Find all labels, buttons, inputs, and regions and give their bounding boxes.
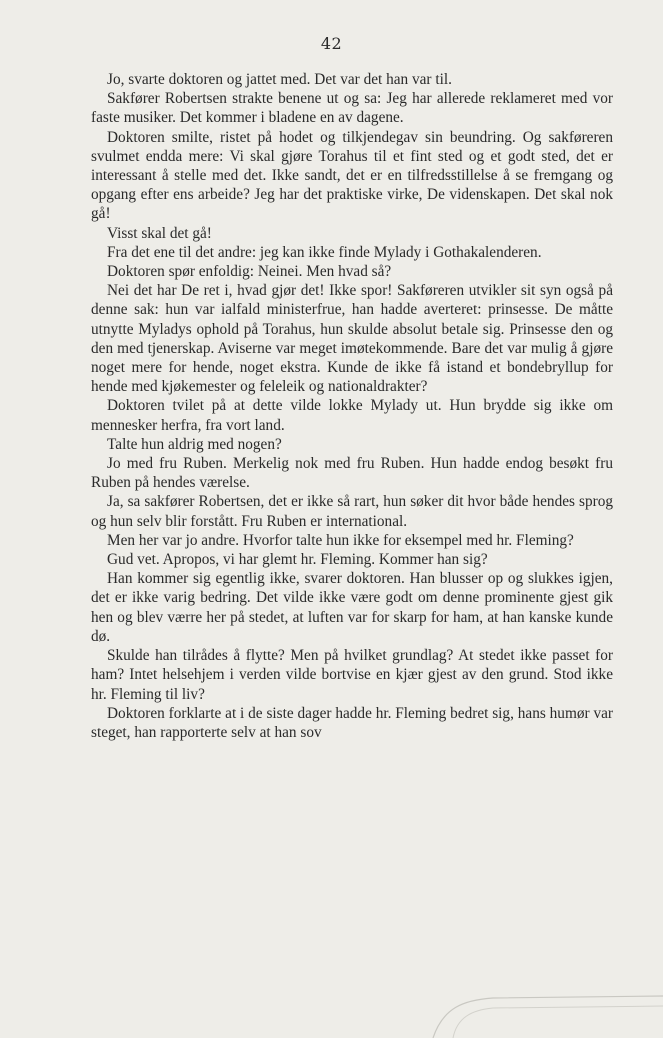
- paragraph: Visst skal det gå!: [107, 224, 212, 242]
- paragraph: Doktoren spør enfoldig: Neinei. Men hvad så?: [107, 263, 392, 281]
- page-number: 42: [320, 34, 343, 53]
- paragraph: Skulde han tilrådes å flytte? Men på hvilket grundlag? At stedet ikke passet for ham? Intet helsehjem i verden vilde bortvise en kjær gjest av den grund. Stod ikke hr. Fleming til liv?: [91, 647, 613, 703]
- body-text: [91, 70, 613, 742]
- paragraph: Doktoren smilte, ristet på hodet og tilkjendegav sin beundring. Og sakføreren svulmet endda mere: Vi skal gjøre Torahus til et fint sted og et godt sted, det er interessant å stelle med det. Ikke sandt, det er en tilfredsstillelse å se fremgang og opgang efter ens arbeide? Jeg har det praktiske virke, De videnskapen. Det skal nok gå!: [91, 128, 613, 223]
- paragraph: Nei det har De ret i, hvad gjør det! Ikke spor! Sakføreren utvikler sit syn også på denne sak: hun var ialfald ministerfrue, han hadde averteret: prinsesse. De måtte utnytte Myladys ophold på Torahus, hun skulde absolut betale sig. Prinsesse den og den med tjenerskap. Aviserne var meget imøtekommende. Bare det var mulig å gjøre noget mere for hende, noget ekstra. Kunde de ikke få istand et bondebryllup for hende med kjøkemester og feleleik og nationaldrakter?: [91, 282, 613, 396]
- paragraph: Jo med fru Ruben. Merkelig nok med fru Ruben. Hun hadde endog besøkt fru Ruben på hendes værelse.: [91, 455, 613, 492]
- paragraph: Doktoren forklarte at i de siste dager hadde hr. Fleming bedret sig, hans humør var steget, han rapporterte selv at han sov: [91, 704, 613, 741]
- paragraph: Han kommer sig egentlig ikke, svarer doktoren. Han blusser op og slukkes igjen, det er ikke varig bedring. Det vilde ikke være godt om denne prominente gjest gik hen og blev værre her på stedet, at luften var for skarp for ham, at han kanske kunde dø.: [91, 570, 613, 645]
- paragraph: Men her var jo andre. Hvorfor talte hun ikke for eksempel med hr. Fleming?: [107, 531, 574, 549]
- paragraph: Gud vet. Apropos, vi har glemt hr. Fleming. Kommer han sig?: [107, 551, 488, 569]
- paragraph: Jo, svarte doktoren og jattet med. Det var det han var til.: [107, 71, 452, 88]
- paragraph: Fra det ene til det andre: jeg kan ikke finde Mylady i Gothakalenderen.: [107, 243, 542, 261]
- paragraph: Sakfører Robertsen strakte benene ut og sa: Jeg har allerede reklameret med vor faste musiker. Det kommer i bladene en av dagene.: [91, 90, 613, 127]
- paragraph: Doktoren tvilet på at dette vilde lokke Mylady ut. Hun brydde sig ikke om mennesker herfra, fra vort land.: [91, 397, 613, 434]
- page-edge-decoration: [423, 988, 663, 1038]
- paragraph: Talte hun aldrig med nogen?: [107, 435, 282, 453]
- paragraph: Ja, sa sakfører Robertsen, det er ikke så rart, hun søker dit hvor både hendes sprog og hun selv blir forstått. Fru Ruben er international.: [91, 493, 613, 530]
